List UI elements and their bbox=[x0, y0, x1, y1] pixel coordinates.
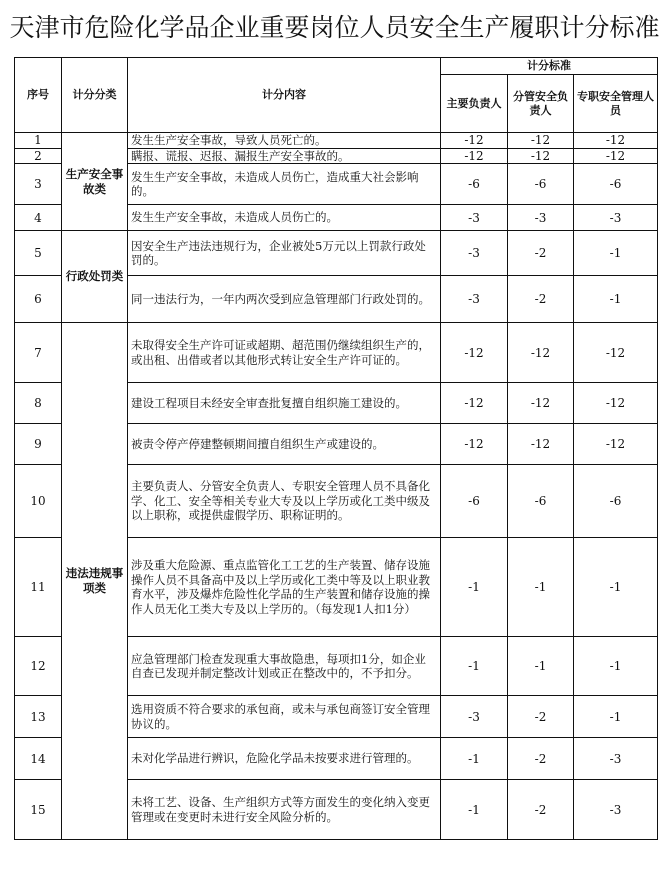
row-number: 15 bbox=[15, 780, 62, 840]
header-branch-responsible: 分管安全负责人 bbox=[508, 75, 574, 133]
scoring-table bbox=[14, 57, 658, 840]
row-content: 涉及重大危险源、重点监管化工工艺的生产装置、储存设施操作人员不具备高中及以上学历或化工类中等及以上职业教育水平，涉及爆炸危险性化学品的生产装置和储存设施的操作人员无化工类大专及以上学历的。（每发现1人扣1分） bbox=[128, 538, 441, 637]
row-content: 发生生产安全事故，未造成人员伤亡，造成重大社会影响的。 bbox=[128, 164, 441, 205]
score-branch: -6 bbox=[508, 465, 574, 538]
row-number: 7 bbox=[15, 323, 62, 383]
row-content: 未将工艺、设备、生产组织方式等方面发生的变化纳入变更管理或在变更时未进行安全风险分析的。 bbox=[128, 780, 441, 840]
row-content: 未对化学品进行辨识，危险化学品未按要求进行管理的。 bbox=[128, 738, 441, 780]
row-number: 1 bbox=[15, 133, 62, 149]
row-number: 2 bbox=[15, 148, 62, 164]
score-main: -12 bbox=[441, 148, 508, 164]
score-full: -1 bbox=[574, 231, 658, 276]
score-main: -1 bbox=[441, 780, 508, 840]
score-main: -6 bbox=[441, 465, 508, 538]
row-number: 5 bbox=[15, 231, 62, 276]
header-category: 计分分类 bbox=[62, 58, 128, 133]
header-row-1 bbox=[15, 58, 658, 75]
score-main: -3 bbox=[441, 205, 508, 231]
table-row bbox=[15, 133, 658, 149]
row-content: 建设工程项目未经安全审查批复擅自组织施工建设的。 bbox=[128, 383, 441, 424]
score-full: -12 bbox=[574, 133, 658, 149]
row-number: 11 bbox=[15, 538, 62, 637]
score-main: -1 bbox=[441, 538, 508, 637]
score-main: -3 bbox=[441, 696, 508, 738]
score-full: -1 bbox=[574, 637, 658, 696]
score-full: -12 bbox=[574, 323, 658, 383]
row-content: 应急管理部门检查发现重大事故隐患，每项扣1分，如企业自查已发现并制定整改计划或正在整改中的，不予扣分。 bbox=[128, 637, 441, 696]
header-content: 计分内容 bbox=[128, 58, 441, 133]
score-branch: -12 bbox=[508, 148, 574, 164]
header-seq: 序号 bbox=[15, 58, 62, 133]
row-content: 发生生产安全事故，导致人员死亡的。 bbox=[128, 133, 441, 149]
row-content: 同一违法行为，一年内两次受到应急管理部门行政处罚的。 bbox=[128, 276, 441, 323]
score-main: -12 bbox=[441, 383, 508, 424]
row-number: 6 bbox=[15, 276, 62, 323]
score-branch: -1 bbox=[508, 538, 574, 637]
score-main: -1 bbox=[441, 738, 508, 780]
score-branch: -2 bbox=[508, 738, 574, 780]
row-content: 瞒报、谎报、迟报、漏报生产安全事故的。 bbox=[128, 148, 441, 164]
category-admin-penalty: 行政处罚类 bbox=[62, 231, 128, 323]
header-main-responsible: 主要负责人 bbox=[441, 75, 508, 133]
score-branch: -6 bbox=[508, 164, 574, 205]
row-number: 9 bbox=[15, 424, 62, 465]
score-main: -3 bbox=[441, 231, 508, 276]
score-full: -3 bbox=[574, 780, 658, 840]
score-main: -12 bbox=[441, 424, 508, 465]
score-full: -12 bbox=[574, 424, 658, 465]
row-number: 14 bbox=[15, 738, 62, 780]
score-main: -3 bbox=[441, 276, 508, 323]
score-full: -12 bbox=[574, 383, 658, 424]
header-score-group: 计分标准 bbox=[441, 58, 658, 75]
category-illegal-items: 违法违规事项类 bbox=[62, 323, 128, 840]
document-title: 天津市危险化学品企业重要岗位人员安全生产履职计分标准 bbox=[9, 13, 660, 42]
score-full: -1 bbox=[574, 538, 658, 637]
score-main: -12 bbox=[441, 133, 508, 149]
score-full: -3 bbox=[574, 205, 658, 231]
table-row bbox=[15, 231, 658, 276]
row-number: 13 bbox=[15, 696, 62, 738]
score-full: -6 bbox=[574, 465, 658, 538]
score-branch: -1 bbox=[508, 637, 574, 696]
score-main: -1 bbox=[441, 637, 508, 696]
row-content: 未取得安全生产许可证或超期、超范围仍继续组织生产的，或出租、出借或者以其他形式转让安全生产许可证的。 bbox=[128, 323, 441, 383]
score-branch: -12 bbox=[508, 323, 574, 383]
score-branch: -12 bbox=[508, 424, 574, 465]
score-branch: -2 bbox=[508, 696, 574, 738]
score-main: -6 bbox=[441, 164, 508, 205]
score-branch: -2 bbox=[508, 276, 574, 323]
score-full: -12 bbox=[574, 148, 658, 164]
header-full-time-manager: 专职安全管理人员 bbox=[574, 75, 658, 133]
row-number: 3 bbox=[15, 164, 62, 205]
score-full: -1 bbox=[574, 696, 658, 738]
row-number: 10 bbox=[15, 465, 62, 538]
row-content: 选用资质不符合要求的承包商，或未与承包商签订安全管理协议的。 bbox=[128, 696, 441, 738]
score-branch: -2 bbox=[508, 231, 574, 276]
score-full: -3 bbox=[574, 738, 658, 780]
score-full: -1 bbox=[574, 276, 658, 323]
score-branch: -2 bbox=[508, 780, 574, 840]
row-content: 发生生产安全事故，未造成人员伤亡的。 bbox=[128, 205, 441, 231]
row-content: 被责令停产停建整顿期间擅自组织生产或建设的。 bbox=[128, 424, 441, 465]
score-branch: -3 bbox=[508, 205, 574, 231]
row-content: 主要负责人、分管安全负责人、专职安全管理人员不具备化学、化工、安全等相关专业大专及以上学历或化工类中级及以上职称，或提供虚假学历、职称证明的。 bbox=[128, 465, 441, 538]
score-main: -12 bbox=[441, 323, 508, 383]
row-number: 12 bbox=[15, 637, 62, 696]
row-number: 4 bbox=[15, 205, 62, 231]
category-production-accident: 生产安全事故类 bbox=[62, 133, 128, 231]
score-branch: -12 bbox=[508, 383, 574, 424]
table-row bbox=[15, 323, 658, 383]
score-branch: -12 bbox=[508, 133, 574, 149]
row-content: 因安全生产违法违规行为，企业被处5万元以上罚款行政处罚的。 bbox=[128, 231, 441, 276]
row-number: 8 bbox=[15, 383, 62, 424]
score-full: -6 bbox=[574, 164, 658, 205]
